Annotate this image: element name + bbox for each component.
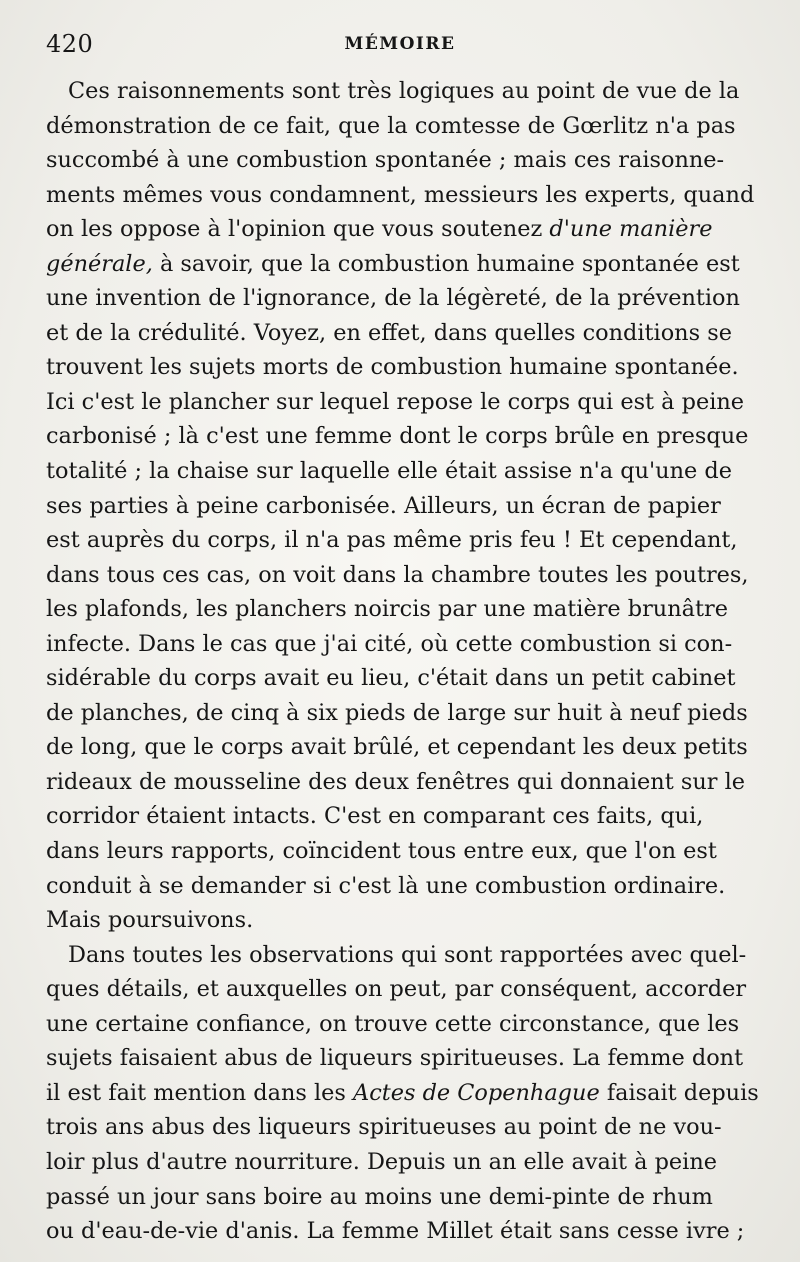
italic-text: d'une manière xyxy=(549,216,713,243)
text-segment: on les oppose à l'opinion que vous soutenez xyxy=(46,216,543,243)
text-line: passé un jour sans boire au moins une demi-pinte de rhum xyxy=(46,1183,713,1210)
text-line: rideaux de mousseline des deux fenêtres qui donnaient sur le xyxy=(46,768,745,795)
text-line: succombé à une combustion spontanée ; mais ces raisonne- xyxy=(46,147,725,174)
text-line: démonstration de ce fait, que la comtesse de Gœrlitz n'a pas xyxy=(46,112,736,139)
text-segment: faisait depuis xyxy=(606,1079,759,1106)
text-line: conduit à se demander si c'est là une combustion ordinaire. xyxy=(46,872,726,899)
page-number: 420 xyxy=(46,30,94,58)
text-line: ments mêmes vous condamnent, messieurs les experts, quand xyxy=(46,181,755,208)
italic-text: Actes de Copenhague xyxy=(353,1079,600,1106)
text-line: et de la crédulité. Voyez, en effet, dans quelles conditions se xyxy=(46,319,732,346)
text-line: dans tous ces cas, on voit dans la chambre toutes les poutres, xyxy=(46,561,749,588)
text-line: une certaine confiance, on trouve cette circonstance, que les xyxy=(46,1010,740,1037)
text-line: Ici c'est le plancher sur lequel repose le corps qui est à peine xyxy=(46,388,745,415)
text-line: sujets faisaient abus de liqueurs spiritueuses. La femme dont xyxy=(46,1045,744,1072)
text-line: loir plus d'autre nourriture. Depuis un an elle avait à peine xyxy=(46,1148,717,1175)
page-header xyxy=(46,30,754,62)
text-line: est auprès du corps, il n'a pas même pris feu ! Et cependant, xyxy=(46,527,738,554)
text-line: infecte. Dans le cas que j'ai cité, où cette combustion si con- xyxy=(46,630,733,657)
text-line: les plafonds, les planchers noircis par une matière brunâtre xyxy=(46,596,728,623)
text-line: carbonisé ; là c'est une femme dont le corps brûle en presque xyxy=(46,423,749,450)
body-text xyxy=(46,74,759,1249)
text-line: totalité ; la chaise sur laquelle elle était assise n'a qu'une de xyxy=(46,458,732,485)
text-line: dans leurs rapports, coïncident tous entre eux, que l'on est xyxy=(46,838,717,865)
text-line: trois ans abus des liqueurs spiritueuses au point de ne vou- xyxy=(46,1114,722,1141)
text-line: ou d'eau-de-vie d'anis. La femme Millet était sans cesse ivre ; xyxy=(46,1218,745,1245)
italic-text: générale, xyxy=(46,250,153,277)
text-line xyxy=(46,1076,759,1111)
text-segment: à savoir, que la combustion humaine spontanée est xyxy=(159,250,740,277)
text-line: une invention de l'ignorance, de la légèreté, de la prévention xyxy=(46,285,740,312)
text-line: Dans toutes les observations qui sont rapportées avec quel- xyxy=(68,941,747,968)
text-line: Ces raisonnements sont très logiques au point de vue de la xyxy=(68,78,740,104)
text-segment: il est fait mention dans les xyxy=(46,1079,346,1106)
text-line: ses parties à peine carbonisée. Ailleurs, un écran de papier xyxy=(46,492,721,519)
text-line: Mais poursuivons. xyxy=(46,907,254,934)
text-line: corridor étaient intacts. C'est en comparant ces faits, qui, xyxy=(46,803,704,830)
text-line: de long, que le corps avait brûlé, et cependant les deux petits xyxy=(46,734,748,761)
text-line: sidérable du corps avait eu lieu, c'était dans un petit cabinet xyxy=(46,665,736,692)
text-line xyxy=(46,247,740,282)
text-line: ques détails, et auxquelles on peut, par conséquent, accorder xyxy=(46,976,747,1003)
running-title: MÉMOIRE xyxy=(344,34,456,54)
text-line xyxy=(46,212,713,247)
text-line: de planches, de cinq à six pieds de large sur huit à neuf pieds xyxy=(46,699,748,726)
text-line: trouvent les sujets morts de combustion humaine spontanée. xyxy=(46,354,739,381)
